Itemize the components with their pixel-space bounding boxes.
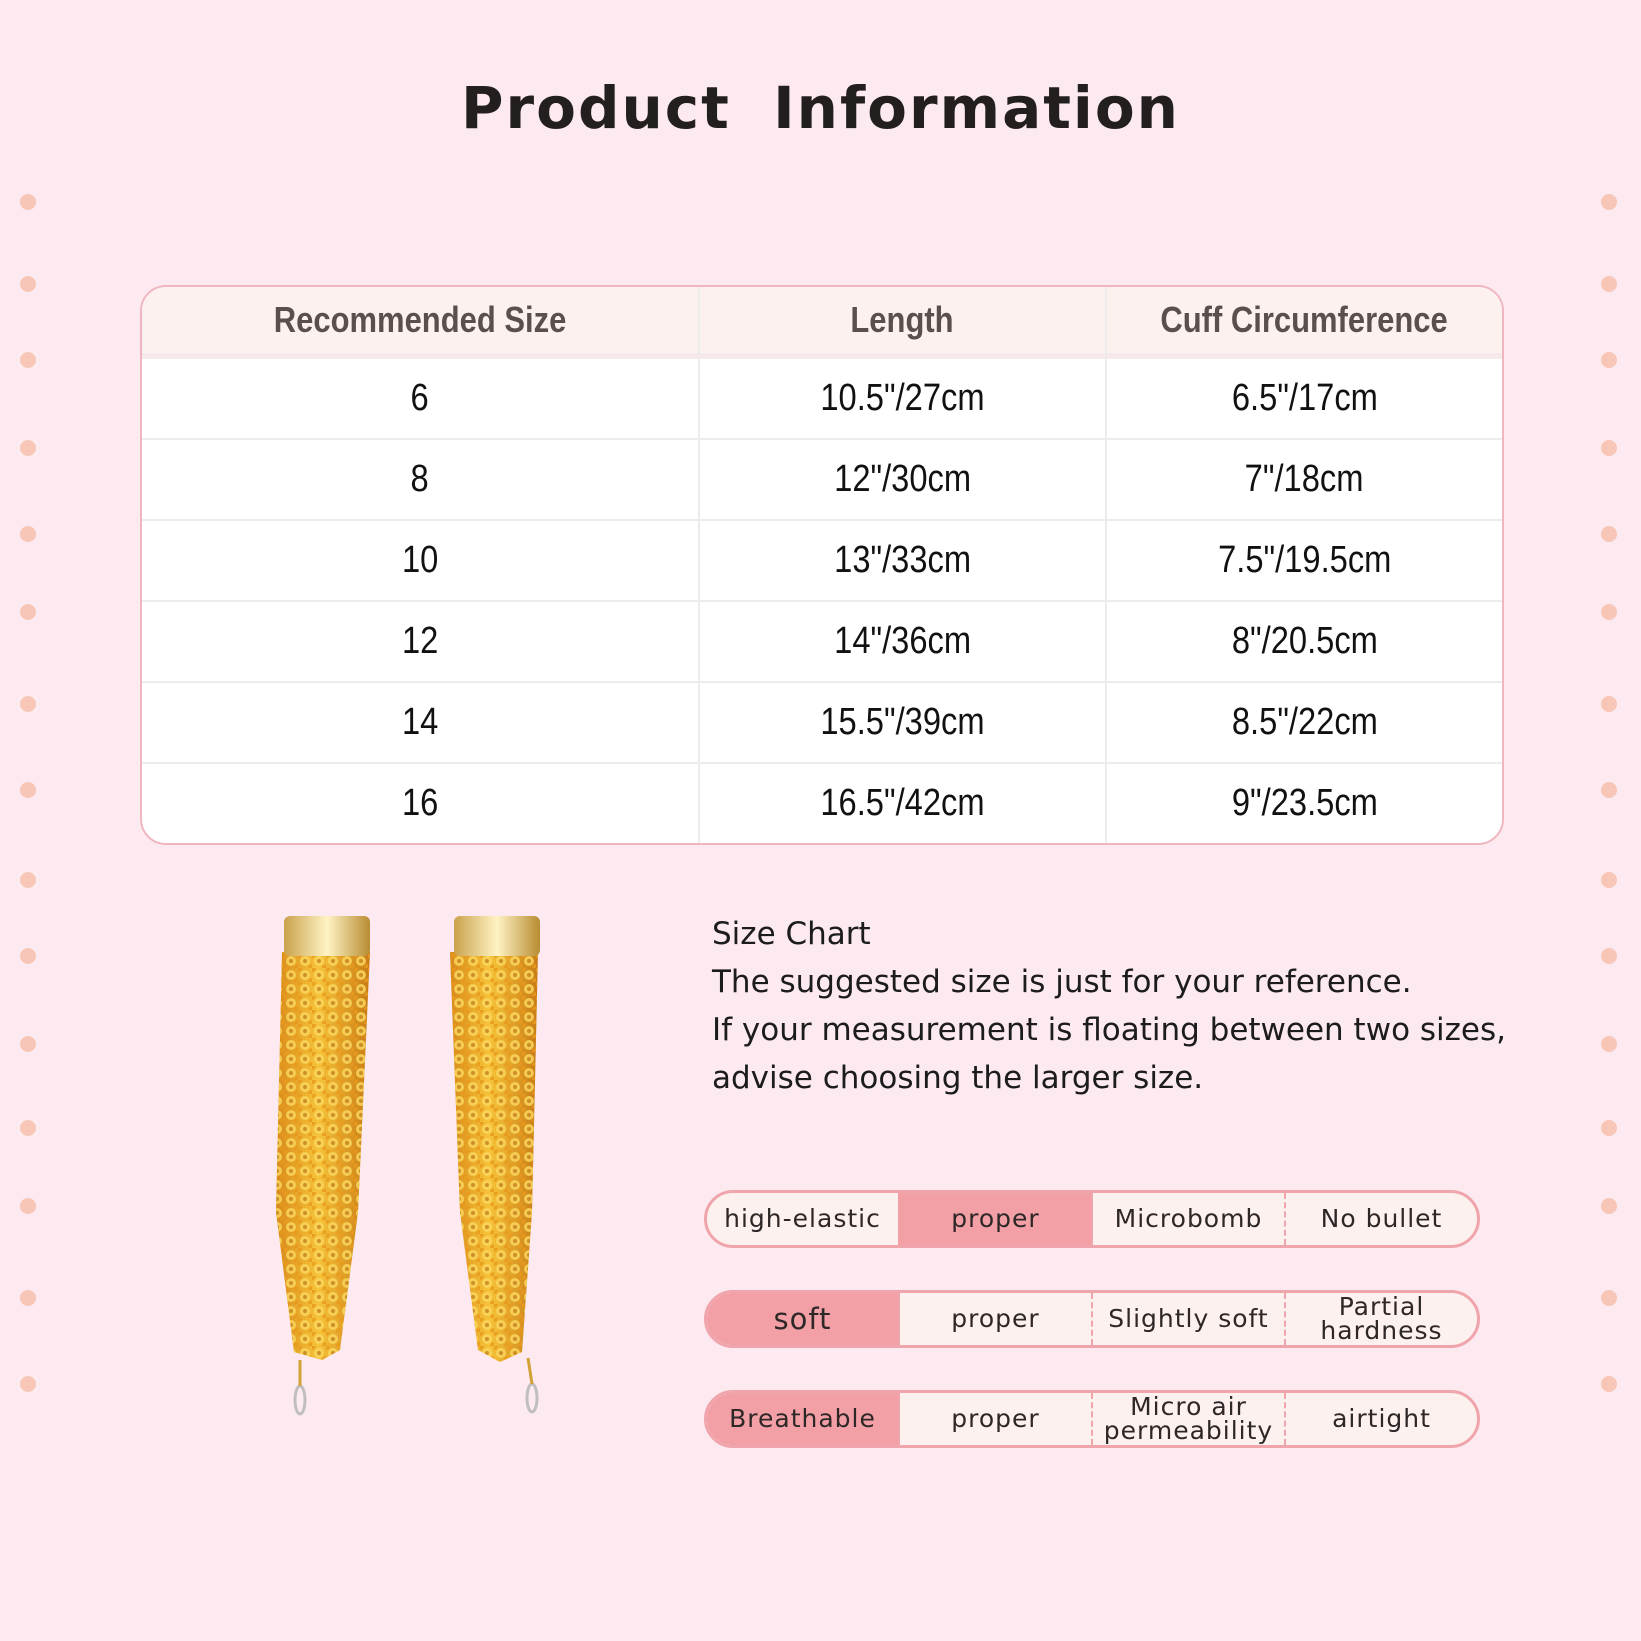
decorative-dot (1601, 696, 1617, 712)
decorative-dot (1601, 1198, 1617, 1214)
right-cuff (450, 916, 540, 1412)
table-row (142, 681, 1502, 762)
size-chart-heading: Size Chart (712, 916, 871, 952)
decorative-dot (1601, 1290, 1617, 1306)
cuff-cell: 7"/18cm (1105, 438, 1502, 519)
left-decorative-dots (20, 0, 40, 1641)
decorative-dot (20, 1198, 36, 1214)
decorative-dot (1601, 1036, 1617, 1052)
softness-option: Slightly soft (1091, 1293, 1284, 1345)
size-cell: 8 (142, 438, 698, 519)
cuff-cell: 9"/23.5cm (1105, 762, 1502, 843)
length-cell: 13"/33cm (698, 519, 1105, 600)
decorative-dot (1601, 872, 1617, 888)
length-cell: 14"/36cm (698, 600, 1105, 681)
length-cell: 10.5"/27cm (698, 359, 1105, 438)
decorative-dot (1601, 440, 1617, 456)
cuff-cell: 7.5"/19.5cm (1105, 519, 1502, 600)
page-title: Product Information (461, 74, 1180, 142)
left-cuff (276, 916, 370, 1414)
cuff-cell: 6.5"/17cm (1105, 359, 1502, 438)
decorative-dot (1601, 526, 1617, 542)
right-decorative-dots (1601, 0, 1621, 1641)
cuff-cell: 8"/20.5cm (1105, 600, 1502, 681)
decorative-dot (20, 194, 36, 210)
breathability-option-selected: Breathable (707, 1393, 898, 1445)
header-recommended-size: Recommended Size (142, 287, 698, 359)
size-chart-note-1: The suggested size is just for your reference. (712, 964, 1412, 1000)
decorative-dot (20, 872, 36, 888)
product-image-sequin-cuffs (270, 912, 570, 1422)
size-cell: 6 (410, 377, 429, 419)
decorative-dot (20, 1290, 36, 1306)
size-chart-note-3: advise choosing the larger size. (712, 1060, 1204, 1096)
table-row (142, 600, 1502, 681)
size-cell: 12 (142, 600, 698, 681)
cuff-cell: 8.5"/22cm (1105, 681, 1502, 762)
elasticity-scale (704, 1190, 1480, 1248)
table-header-row (142, 287, 1502, 359)
size-cell: 16 (142, 762, 698, 843)
decorative-dot (20, 1120, 36, 1136)
elasticity-option: No bullet (1284, 1193, 1477, 1245)
decorative-dot (20, 276, 36, 292)
breathability-option: proper (898, 1393, 1091, 1445)
softness-option: proper (898, 1293, 1091, 1345)
elasticity-option-selected: proper (898, 1193, 1091, 1245)
decorative-dot (20, 696, 36, 712)
table-row (142, 359, 1502, 438)
decorative-dot (1601, 1120, 1617, 1136)
table-row (142, 762, 1502, 843)
length-cell: 16.5"/42cm (698, 762, 1105, 843)
decorative-dot (20, 1376, 36, 1392)
decorative-dot (20, 604, 36, 620)
decorative-dot (20, 440, 36, 456)
breathability-option: Micro air permeability (1091, 1393, 1284, 1445)
decorative-dot (1601, 948, 1617, 964)
softness-option-selected: soft (707, 1293, 898, 1345)
decorative-dot (20, 1036, 36, 1052)
size-chart-note-2: If your measurement is floating between two sizes, (712, 1012, 1506, 1048)
elasticity-option: Microbomb (1091, 1193, 1284, 1245)
softness-option: Partial hardness (1284, 1293, 1477, 1345)
decorative-dot (20, 526, 36, 542)
decorative-dot (1601, 276, 1617, 292)
decorative-dot (1601, 194, 1617, 210)
breathability-scale (704, 1390, 1480, 1448)
size-chart-info (712, 910, 1512, 1102)
breathability-option: airtight (1284, 1393, 1477, 1445)
table-row (142, 519, 1502, 600)
decorative-dot (20, 782, 36, 798)
length-cell: 15.5"/39cm (698, 681, 1105, 762)
softness-scale (704, 1290, 1480, 1348)
header-length: Length (698, 287, 1105, 359)
length-cell: 12"/30cm (698, 438, 1105, 519)
size-cell: 10 (142, 519, 698, 600)
decorative-dot (1601, 604, 1617, 620)
table-row (142, 438, 1502, 519)
decorative-dot (1601, 782, 1617, 798)
decorative-dot (1601, 1376, 1617, 1392)
size-cell: 14 (142, 681, 698, 762)
decorative-dot (20, 948, 36, 964)
decorative-dot (20, 352, 36, 368)
decorative-dot (1601, 352, 1617, 368)
size-table (140, 285, 1504, 845)
header-cuff-circumference: Cuff Circumference (1105, 287, 1502, 359)
elasticity-option: high-elastic (724, 1204, 881, 1233)
